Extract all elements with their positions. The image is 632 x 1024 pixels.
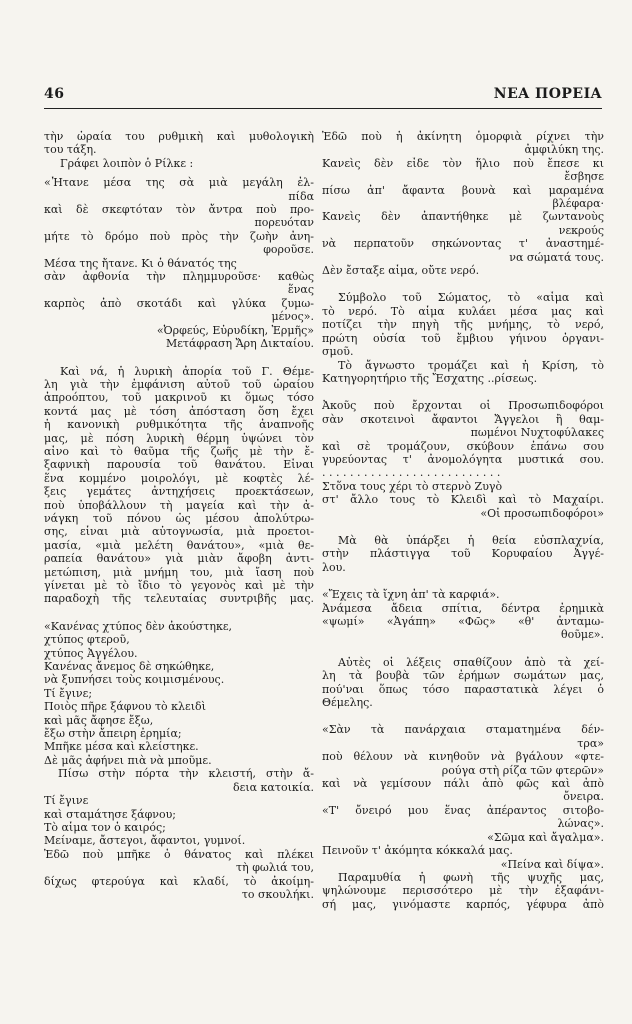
text-line: δεια κατοικία.: [233, 780, 314, 794]
text-line: σή μας, γινόμαστε καρπός, γέφυρα ἀπὸ: [322, 897, 604, 911]
text-line: λη τὰ βουβὰ τῶν ἐρήμων σωμάτων μας,: [322, 669, 604, 683]
intro-block: [44, 130, 314, 170]
text-line: Μείναμε, ἄστεγοι, ἄφαντοι, γυμνοί.: [44, 834, 246, 848]
text-line: σὰν ἀφθονία τὴν πλημμυροῦσε· καθὼς: [44, 270, 314, 284]
text-line: Δὲ μᾶς ἀφήνει πιὰ νὰ μποῦμε.: [44, 753, 212, 767]
right-column: [322, 130, 604, 911]
text-line: Κατηγορητήριο τῆς Ἔσχατης ..ρίσεως.: [322, 371, 538, 385]
text-line: κοντά μας μὲ τόση ἀπόσταση ὅση ἔχει: [44, 404, 314, 418]
text-line: τὸ νερό. Τὸ αἷμα κυλάει μέσα μας καὶ: [322, 304, 604, 318]
text-line: Κανεὶς δὲν ἀπαντήθηκε μὲ ζωντανοὺς: [322, 210, 604, 224]
text-line: καρπὸς ἀπὸ σκοτάδι καὶ γλύκα ζυμω-: [44, 296, 314, 310]
text-line: Αὐτὲς οἱ λέξεις σπαθίζουν ἀπὸ τὰ χεί-: [338, 655, 604, 669]
text-line: βλέφαρα·: [552, 197, 604, 211]
text-line: φοροῦσε.: [263, 243, 314, 257]
poem-quote: [44, 620, 314, 902]
text-line: νὰ ξυπνήσει τοὺς κοιμισμένους.: [44, 673, 225, 687]
poem-source: «Οἱ προσωπιδοφόροι»: [480, 506, 604, 520]
page-number: 46: [44, 86, 65, 102]
text-line: ψηλώνουμε περισσότερο μὲ τὴν ἐξαφάνι-: [322, 884, 604, 898]
text-line: παραδοχὴ τῆς τελευταίας συντριβῆς μας.: [44, 592, 314, 606]
text-line: καὶ μᾶς ἄφησε ἔξω,: [44, 713, 154, 727]
text-line: Ἐδῶ ποὺ ἡ ἀκίνητη ὁμορφιὰ ρίχνει τὴν: [322, 130, 604, 143]
text-line: στὴν πλάστιγγα τοῦ Κορυφαίου Ἀγγέ-: [322, 547, 604, 561]
body-paragraph: [322, 656, 604, 710]
text-line: Ἀνάμεσα ἄδεια σπίτια, δέντρα ἐρημικὰ: [322, 601, 604, 615]
text-line: Κανένας ἄνεμος δὲ σηκώθηκε,: [44, 660, 215, 674]
text-line: ἀπροόπτου, τοῦ μακρινοῦ κι ὅμως τόσο: [44, 391, 314, 405]
text-line: χτύπος φτεροῦ,: [44, 633, 130, 647]
text-line: νάγκη τοῦ πόνου ὡς μέσου ἀπολύτρω-: [44, 511, 314, 525]
body-paragraph: [322, 291, 604, 385]
poem-quote: [44, 176, 314, 350]
text-line: πορευόταν: [254, 216, 314, 230]
text-line: του τάξη.: [44, 143, 97, 157]
text-line: μετώπιση, μιὰ μνήμη του, μιὰ ἴαση ποὺ: [44, 565, 314, 579]
text-line: Θέμελης.: [322, 696, 373, 710]
text-line: χτύπος Ἀγγέλου.: [44, 646, 138, 660]
text-line: Στὅνα τους χέρι τὸ στερνὸ Ζυγὸ: [322, 479, 503, 493]
text-line: ποὺ θέλουν νὰ κινηθοῦν νὰ βγάλουν «φτε-: [322, 750, 604, 764]
text-line: νεκρούς: [558, 223, 604, 237]
text-line: Σύμβολο τοῦ Σώματος, τὸ «αἷμα καὶ: [338, 291, 604, 305]
text-line: καὶ σὲ τρομάζουν, σκύβουν ἐπάνω σου: [322, 439, 604, 453]
text-line: πίσω ἀπ' ἄφαντα βουνὰ καὶ μαραμένα: [322, 183, 604, 197]
text-line: τὴ φωλιά του,: [236, 861, 314, 875]
text-line: Μὰ θὰ ὑπάρξει ἡ θεία εὐσπλαχνία,: [338, 533, 604, 547]
text-line: τρα»: [577, 736, 604, 750]
poem-quote: [322, 399, 604, 520]
text-line: πού'ναι ὅπως τόσο παραστατικὰ λέγει ὁ: [322, 682, 604, 696]
text-line: «Κανένας χτύπος δὲν ἀκούστηκε,: [44, 619, 233, 633]
left-column: [44, 130, 314, 901]
text-line: Κανεὶς δὲν εἶδε τὸν ἥλιο ποὺ ἔπεσε κι: [322, 156, 604, 170]
body-paragraph: [44, 365, 314, 606]
poem-source: «Ὀρφεύς, Εὐρυδίκη, Ἑρμῆς»: [156, 323, 314, 337]
page-header: [44, 86, 602, 109]
text-line: ἀμφιλύκη της.: [524, 143, 604, 157]
text-line: λη γιὰ τὴν ἐμφάνιση αὐτοῦ τοῦ ὡραίου: [44, 377, 314, 391]
text-line: «Σῶμα καὶ ἄγαλμα».: [487, 830, 604, 844]
text-line: αἶνο καὶ τὸ θαῦμα τῆς ζωῆς μὲ τὴν ἔ-: [44, 444, 314, 458]
text-line: Δὲν ἔσταξε αἷμα, οὔτε νερό.: [322, 264, 480, 278]
text-line: ραπεία θανάτου» γιὰ μιὰν ἄφοβη ἀντι-: [44, 552, 314, 566]
text-line: Ποιὸς πῆρε ξάφνου τὸ κλειδὶ: [44, 700, 206, 714]
text-line: γυρεύοντας τ' ἀνομολόγητα μυστικά σου.: [322, 452, 604, 466]
text-line: ποτίζει τὴν πηγὴ τῆς μνήμης, τὸ νερό,: [322, 318, 604, 332]
text-line: ἔσβησε: [564, 170, 604, 184]
text-line: ἔξω στὴν ἄπειρη ἐρημία;: [44, 727, 182, 741]
text-line: πωμένοι Νυχτοφύλακες: [470, 426, 604, 440]
text-line: Καὶ νά, ἡ λυρικὴ ἀπορία τοῦ Γ. Θέμε-: [60, 364, 314, 378]
text-line: ἡ κανονικὴ ρυθμικότητα τῆς ἀναπνοῆς: [44, 418, 314, 432]
text-line: μένος».: [271, 310, 314, 324]
text-line: μήτε τὸ δρόμο ποὺ πρὸς τὴν ζωὴν ἀνη-: [44, 229, 314, 243]
text-line: Μέσα της ἤτανε. Κι ὁ θάνατός της: [44, 256, 237, 270]
text-line: «Τ' ὄνειρό μου ἕνας ἀπέραντος σιτοβο-: [322, 803, 604, 817]
text-line: σης, εἶναι μιὰ αὐτογνωσία, μιὰ προετοι-: [44, 525, 314, 539]
text-line: δίχως φτερούγα καὶ κλαδί, τὸ ἀκοίμη-: [44, 874, 314, 888]
text-line: ὄνειρα.: [563, 790, 604, 804]
text-line: ξεις γεμάτες ἀντηχήσεις προεκτάσεων,: [44, 485, 314, 499]
text-line: καὶ σταμάτησε ξάφνου;: [44, 807, 176, 821]
text-line: τὴν ὡραία του ρυθμικὴ καὶ μυθολογικὴ: [44, 130, 314, 143]
text-line: Πίσω στὴν πόρτα τὴν κλειστή, στὴν ἄ-: [58, 767, 314, 781]
text-line: μασία, «μιὰ μελέτη θανάτου», «μιὰ θε-: [44, 538, 314, 552]
text-line: σὰν σκοτεινοὶ ἄφαντοι Ἄγγελοι ἢ θαμ-: [322, 412, 604, 426]
translator-credit: Μετάφραση Ἄρη Δικταίου.: [165, 337, 314, 351]
text-line: Τὸ ἄγνωστο τρομάζει καὶ ἡ Κρίση, τὸ: [338, 358, 604, 372]
text-line: ἕνα κομμένο μοιρολόγι, μὲ κοφτὲς λέ-: [44, 471, 314, 485]
text-line: καὶ δὲ σκεφτόταν τὸν ἄντρα ποὺ προ-: [44, 203, 314, 217]
text-line: Πεινοῦν τ' ἀκόμητα κόκκαλά μας.: [322, 844, 513, 858]
poem-quote: [322, 723, 604, 911]
text-line: «Πείνα καὶ δίψα».: [500, 857, 604, 871]
text-line: Γράφει λοιπὸν ὁ Ρίλκε :: [60, 156, 194, 170]
text-line: Ἀκοῦς ποὺ ἔρχονται οἱ Προσωπιδοφόροι: [322, 399, 604, 413]
text-line: λώνας».: [557, 817, 604, 831]
text-line: νὰ περπατοῦν σηκώνοντας τ' ἀναστημέ-: [322, 237, 604, 251]
text-line: Ἐδῶ ποὺ μπῆκε ὁ θάνατος καὶ πλέκει: [44, 847, 314, 861]
text-line: ποὺ ὑποβάλλουν τὴ μαγεία καὶ τὴν ἀ-: [44, 498, 314, 512]
running-title: ΝΕΑ ΠΟΡΕΙΑ: [493, 86, 602, 102]
text-line: «Σὰν τὰ πανάρχαια σταματημένα δέν-: [322, 723, 604, 737]
body-paragraph: [322, 534, 604, 574]
text-line: ἕνας: [287, 283, 314, 297]
poem-quote: [322, 588, 604, 642]
text-line: γίνεται μὲ τὸ ἴδιο τὸ γεγονὸς καὶ μὲ τὴν: [44, 579, 314, 592]
text-line: στ' ἄλλο τους τὸ Κλειδὶ καὶ τὸ Μαχαίρι.: [322, 493, 604, 507]
text-line: ξαφνικὴ παρουσία τοῦ θανάτου. Εἶναι: [44, 458, 314, 472]
text-line: «ψωμί» «Ἀγάπη» «Φῶς» «θ' ἀνταμω-: [322, 615, 604, 628]
text-line: Τί ἔγινε;: [44, 686, 93, 700]
ellipsis-divider: . . . . . . . . . . . . . . . . . . . . . . . . . .: [322, 466, 501, 480]
text-line: σμοῦ.: [322, 345, 354, 359]
text-line: το σκουλήκι.: [241, 887, 314, 901]
text-line: λου.: [322, 560, 346, 574]
text-line: πρώτη οὐσία τοῦ ἔμβιου γήινου ὀργανι-: [322, 331, 604, 345]
text-line: ρούγα στὴ ρίζα τῶν φτερῶν»: [441, 763, 604, 777]
text-line: «Ἔχεις τὰ ἴχνη ἀπ' τὰ καρφιά».: [322, 588, 500, 602]
text-line: μας, μὲ πόση λυρικὴ θέρμη ὑψώνει τὸν: [44, 431, 314, 445]
poem-quote: [322, 130, 604, 277]
text-line: να σώματά τους.: [509, 250, 604, 264]
text-line: «Ἦτανε μέσα της σὰ μιὰ μεγάλη ἐλ-: [44, 176, 314, 190]
text-line: Τί ἔγινε: [44, 794, 89, 808]
text-line: καὶ νὰ γεμίσουν πάλι ἀπὸ φῶς καὶ ἀπὸ: [322, 777, 604, 791]
text-line: πίδα: [288, 189, 314, 203]
text-line: Παραμυθία ἡ φωνὴ τῆς ψυχῆς μας,: [338, 870, 604, 884]
text-line: Τὸ αἷμα τον ὁ καιρός;: [44, 820, 166, 834]
text-line: θοῦμε».: [560, 628, 604, 642]
text-line: Μπῆκε μέσα καὶ κλείστηκε.: [44, 740, 199, 754]
